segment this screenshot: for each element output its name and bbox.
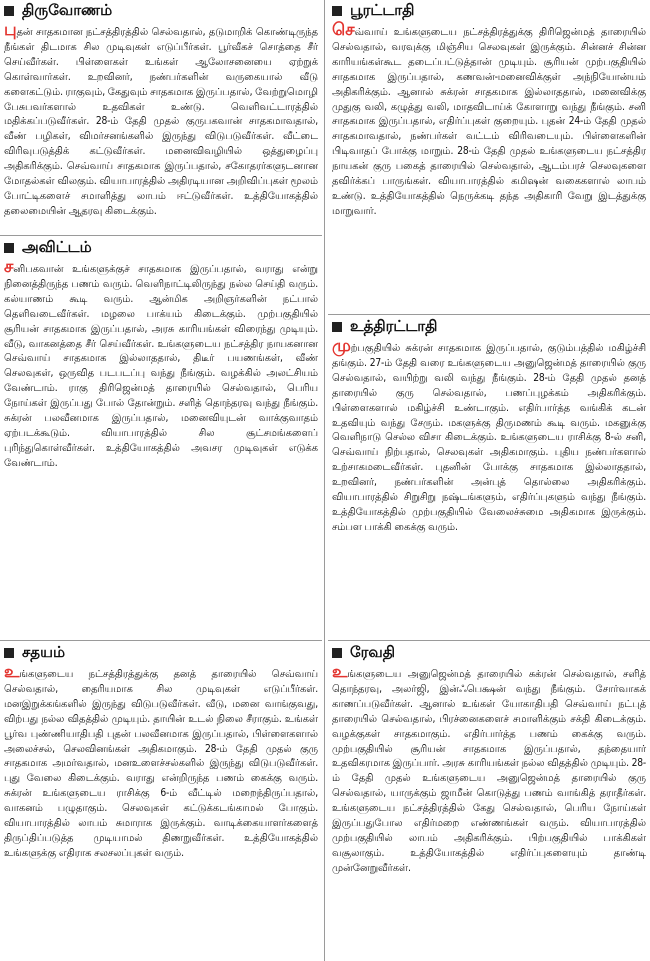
section-title: உத்திரட்டாதி [350,317,438,335]
section-title: திருவோணம் [22,1,113,19]
bullet-square-icon [332,322,342,332]
drop-letter: ச [4,257,14,277]
drop-letter: மு [332,336,351,356]
section-divider-right-2 [328,640,650,641]
section-body [328,664,650,877]
bullet-square-icon [4,243,14,253]
body-text: தன் சாதகமான நட்சத்திரத்தில் செல்வதால், தடுமாறிக் கொண்டிருந்த நீங்கள் திடமாக சில முடிவுகள் எடுப்பீர்கள். பூர்வீகச் சொத்தை சீர் செய்வீர்கள். பிள்ளைகள் உங்கள் ஆலோசனையை ஏற்றுக் கொள்வார்கள். உறவினர், நண்பர்களின் வருகையால் வீடு களைகட்டும். ராகுவும், கேதுவும் சாதகமாக இருப்பதால், வேற்றுமொழி பேசுபவர்களால் உதவிகள் உண்டு. வெளிவட்டாரத்தில் மதிக்கப்படுவீர்கள். 28-ம் தேதி முதல் குருபகவான் சாதகமாவதால், வீண் பழிகள், விமர்சனங்களில் இருந்து விடுபடுவீர்கள். வீட்டை விரிவுபடுத்திக் கட்டுவீர்கள். மனைவிவழியில் ஒத்துழைப்பு அதிகரிக்கும். செவ்வாய் சாதகமாக இருப்பதால், சகோதரர்களுடனான மோதல்கள் விலகும். வியாபாரத்தில் அதிரடியான அறிவிப்புகள் மூலம் போட்டிகளைச் சமாளித்து லாபம் ஈட்டுவீர்கள். உத்தியோகத்தில் தலைமையின் ஆதரவு கிடைக்கும். [4,27,318,217]
section-revathi [328,642,650,961]
section-divider-left-2 [0,640,322,641]
section-header [0,0,322,22]
body-text: ற்பகுதியில் சுக்ரன் சாதகமாக இருப்பதால், குடும்பத்தில் மகிழ்ச்சி தங்கும். 27-ம் தேதி வரை உங்களுடைய அனுஜென்மத் தாரையில் குரு செல்வதால், வயிற்று வலி வந்து நீங்கும். 28-ம் தேதி முதல் தனத் தாரையில் குரு செல்வதால், பணப்புழக்கம் அதிகரிக்கும். பிள்ளைகளால் மகிழ்ச்சி உண்டாகும். எதிர்பார்த்த வங்கிக் கடன் உதவியும் வந்து சேரும். மகளுக்கு திருமணம் கூடி வரும். மகனுக்கு வெளிநாடு செல்ல விசா கிடைக்கும். உங்களுடைய ராசிக்கு 8-ல் சனி, செவ்வாய் நிற்பதால், செலவுகள் அதிகமாகும். புதிய நண்பர்களால் உற்சாகமடைவீர்கள். புதனின் போக்கு சாதகமாக இல்லாததால், உறவினர், நண்பர்களின் அன்புத் தொல்லை அதிகரிக்கும். வியாபாரத்தில் சிறுசிறு நஷ்டங்களும், எதிர்ப்புகளும் வந்து நீங்கும். உத்தியோகத்தில் முற்பகுதியில் வேலைச்சுமை அதிகமாக இருக்கும். சம்பள பாக்கி கைக்கு வரும். [332,343,646,533]
section-header [0,237,322,259]
section-body [328,22,650,220]
section-body [0,259,322,472]
drop-letter: பு [4,20,17,40]
drop-letter: உ [4,662,20,682]
bullet-square-icon [4,6,14,16]
bullet-square-icon [4,648,14,658]
body-text: வ்வாய் உங்களுடைய நட்சத்திரத்துக்கு திரிஜென்மத் தாரையில் செல்வதால், வரவுக்கு மிஞ்சிய செலவுகள் இருக்கும். சின்னச் சின்ன காரியங்கள்கூட தடைப்பட்டுத்தான் முடியும். சூரியன் முற்பகுதியில் சாதகமாக இருப்பதால், கணவன்-மனைவிக்குள் அந்நியோன்யம் அதிகரிக்கும். ஆனால் சுக்ரன் சாதகமாக இல்லாததால், மனைவிக்கு முதுகு வலி, கழுத்து வலி, மாதவிடாய்க் கோளாறு வந்து நீங்கும். சனி சாதகமாக இருப்பதால், எதிர்ப்புகள் குறையும். புதன் 24-ம் தேதி முதல் சாதகமாவதால், நண்பர்கள் வட்டம் விரிவடையும். பிள்ளைகளின் பிடிவாதப் போக்கு மாறும். 28-ம் தேதி முதல் உங்களுடைய நட்சத்திர நாயகன் குரு பகைத் தாரையில் செல்வதால், ஆடம்பரச் செலவுகளை தவிர்க்கப் பாருங்கள். வியாபாரத்தில் கமிஷன் வகைகளால் லாபம் உண்டு. உத்தியோகத்தில் நெருக்கடி தந்த அதிகாரி வேறு இடத்துக்கு மாறுவார். [332,27,646,217]
section-title: பூரட்டாதி [350,1,415,19]
body-text: ங்களுடைய அனுஜென்மத் தாரையில் சுக்ரன் செல்வதால், சளித் தொந்தரவு, அலர்ஜி, இன்ஃபெக்ஷன் வந்து நீங்கும். சோர்வாகக் காணப்படுவீர்கள். ஆனால் உங்கள் யோகாதிபதி செவ்வாய் நட்புத் தாரையில் செல்வதால், பிரச்னைகளைச் சமாளிக்கும் சக்தி கிடைக்கும். வழக்குகள் சாதகமாகும். எதிர்பார்த்த பணம் கைக்கு வரும். முற்பகுதியில் சூரியன் சாதகமாக இருப்பதால், தந்தையார் உதவிகரமாக இருப்பார். அரசு காரியங்கள் நல்ல விதத்தில் முடியும். 28-ம் தேதி முதல் உங்களுடைய அனுஜென்மத் தாரையில் குரு செல்வதால், யாருக்கும் ஜாமீன் கொடுத்து பணம் வாங்கித் தராதீர்கள். உங்களுடைய நட்சத்திரத்தில் கேது செல்வதால், பெரிய நோய்கள் இருப்பதுபோல எதிர்மறை எண்ணங்கள் வரும். வியாபாரத்தில் முற்பகுதியில் லாபம் அதிகரிக்கும். பிற்பகுதியில் பாக்கிகள் வசூலாகும். உத்தியோகத்தில் எதிர்ப்புகளையும் தாண்டி முன்னேறுவீர்கள். [332,669,646,874]
section-body [328,338,650,536]
section-header [328,0,650,22]
section-header [328,642,650,664]
drop-letter: செ [332,20,355,40]
section-divider-left-1 [0,235,322,236]
section-thiruvonam [0,0,322,235]
bullet-square-icon [332,648,342,658]
section-body [0,22,322,220]
section-title: சதயம் [22,643,66,661]
section-pooratathi [328,0,650,314]
body-text: ங்களுடைய நட்சத்திரத்துக்கு தனத் தாரையில் செவ்வாய் செல்வதால், தைரியமாக சில முடிவுகள் எடுப்பீர்கள். மனஇறுக்கங்களில் இருந்து விடுபடுவீர்கள். வீடு, மனை வாங்குவது, விற்பது நல்ல விதத்தில் முடியும். தாயின் உடல் நிலை சீராகும். உங்கள் பூர்வ புண்ணியாதிபதி புதன் பலவீனமாக இருப்பதால், பிள்ளைகளால் அலைச்சல், செலவினங்கள் அதிகமாகும். 28-ம் தேதி முதல் குரு சாதகமாக அமர்வதால், மனஉளைச்சல்களில் இருந்து விடுபடுவீர்கள். புது வேலை கிடைக்கும். வராது என்றிருந்த பணம் கைக்கு வரும். சுக்ரன் உங்களுடைய ராசிக்கு 6-ம் வீட்டில் மறைந்திருப்பதால், வாகனம் பழுதாகும். செலவுகள் கட்டுக்கடங்காமல் போகும். வியாபாரத்தில் லாபம் சுமாராக இருக்கும். வாடிக்கையாளர்களைத் திருப்திப்படுத்த முடியாமல் திணறுவீர்கள். உத்தியோகத்தில் உங்களுக்கு எதிராக சலசலப்புகள் வரும். [4,669,318,859]
section-title: ரேவதி [350,643,396,661]
section-header [328,316,650,338]
section-uthiratathi [328,316,650,639]
section-title: அவிட்டம் [22,238,92,256]
drop-letter: உ [332,662,348,682]
section-sathayam [0,642,322,961]
section-header [0,642,322,664]
body-text: னிபகவான் உங்களுக்குச் சாதகமாக இருப்பதால், வராது என்று நினைத்திருந்த பணம் வரும். வெளிநாட்டிலிருந்து நல்ல செய்தி வரும். கல்யாணம் கூடி வரும். ஆன்மிக அறிஞர்களின் நட்பால் தெளிவடைவீர்கள். மழலை பாக்யம் கிடைக்கும். முற்பகுதியில் சூரியன் சாதகமாக இருப்பதால், அரசு காரியங்கள் விரைந்து முடியும். வீடு, வாகனத்தை சீர் செய்வீர்கள். உங்களுடைய நட்சத்திர நாயகனான செவ்வாய் சாதகமாக இல்லாததால், திடீர் பயணங்கள், வீண் செலவுகள், ஒருவித படபடப்பு வந்து நீங்கும். வழக்கில் அலட்சியம் வேண்டாம். ராகு திரிஜென்மத் தாரையில் செல்வதால், பெரிய நோய்கள் இருப்பது போல் தோன்றும். சளித் தொந்தரவு வந்து நீங்கும். சுக்ரன் பலவீனமாக இருப்பதால், மனைவியுடன் வாக்குவாதம் ஏற்படக்கூடும். வியாபாரத்தில் சில சூட்சமங்களைப் புரிந்துகொள்வீர்கள். உத்தியோகத்தில் அவசர முடிவுகள் எடுக்க வேண்டாம். [4,264,318,469]
section-divider-right-1 [328,314,650,315]
bullet-square-icon [332,6,342,16]
section-body [0,664,322,862]
column-divider [324,0,325,961]
section-avittam [0,237,322,639]
